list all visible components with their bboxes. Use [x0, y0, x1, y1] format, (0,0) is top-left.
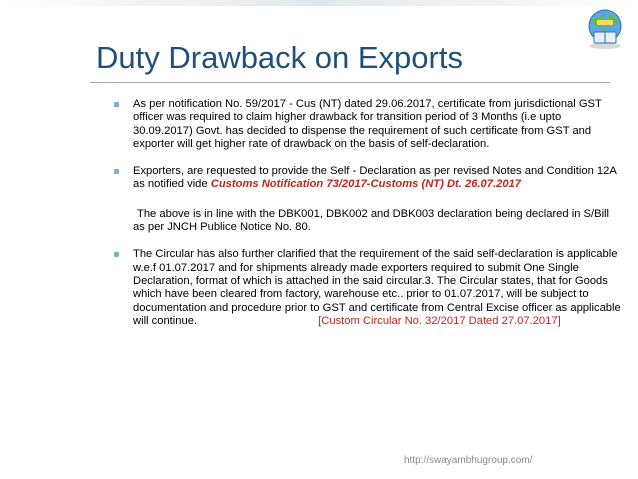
slide-body	[100, 98, 622, 342]
globe-book-icon	[582, 6, 628, 52]
top-decorative-strip	[0, 0, 638, 6]
plain-paragraph	[100, 208, 622, 235]
bullet-text: Exporters, are requested to provide the Self - Declaration as per revised Notes and Condition 12A as notified vide	[133, 165, 617, 191]
notification-reference: Customs Notification 73/2017-Customs (NT) Dt. 26.07.2017	[210, 178, 521, 191]
title-divider	[90, 82, 610, 83]
bullet-paragraph-2	[100, 165, 622, 192]
paragraph-text: The above is in line with the DBK001, DBK002 and DBK003 declaration being declared in S/Bill as per JNCH Publice Notice No. 80.	[133, 207, 610, 234]
bullet-marker	[114, 102, 119, 107]
bullet-paragraph-3	[100, 248, 622, 328]
bullet-paragraph-1	[100, 98, 622, 151]
footer-url[interactable]: http://swayambhugroup.com/	[404, 455, 533, 466]
bullet-text: As per notification No. 59/2017 - Cus (NT) dated 29.06.2017, certificate from jurisdictional GST officer was required to claim higher drawback for transition period of 3 Months (i.e upto 30.09.2017) Govt. has decided to dispense the requirement of such certificate from GST and exporter will get higher rate of drawback on the basis of self-declaration.	[133, 98, 602, 150]
bullet-marker	[114, 252, 119, 257]
circular-reference: [Custom Circular No. 32/2017 Dated 27.07.2017]	[318, 314, 561, 327]
bullet-text: The Circular has also further clarified that the requirement of the said self-declaration is applicable w.e.f 01.07.2017 and for shipments already made exporters required to submit One Single Declaration, format of which is attached in the said circular.3. The Circular states, that for Goods which have been cleared from factory, warehouse etc.. prior to 01.07.2017, will be subject to documentation and procedure prior to GST and certificate from Central Excise officer as applicable will continue.	[133, 248, 621, 327]
bullet-marker	[114, 169, 119, 174]
slide-title: Duty Drawback on Exports	[96, 40, 463, 75]
